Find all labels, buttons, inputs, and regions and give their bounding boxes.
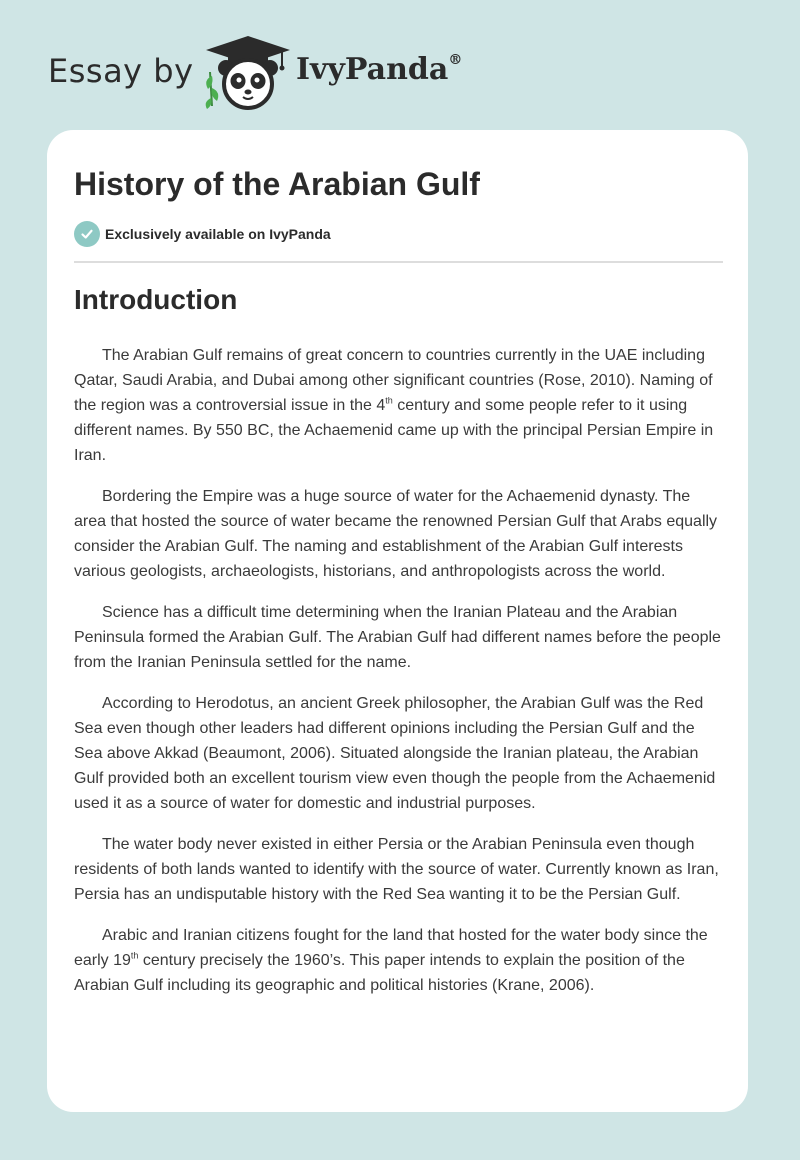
paragraph: Science has a difficult time determining when the Iranian Plateau and the Arabian Peninsula formed the Arabian Gulf. The Arabian Gulf had different names before the people from the Iranian Peninsula settled for the name. <box>74 604 721 671</box>
essay-body <box>74 343 726 1014</box>
check-icon <box>74 221 100 247</box>
essay-title: History of the Arabian Gulf <box>74 166 480 202</box>
ivypanda-logo-icon[interactable] <box>202 34 294 110</box>
divider <box>74 261 723 263</box>
registered-mark: ® <box>448 52 463 68</box>
paragraph: According to Herodotus, an ancient Greek philosopher, the Arabian Gulf was the Red Sea even though other leaders had different opinions including the Persian Gulf and the Sea above Akkad (Beaumont, 2006). Situated alongside the Iranian plateau, the Arabian Gulf provided both an excellent tourism view even though the people from the Achaemenid used it as a source of water for domestic and industrial purposes. <box>74 695 716 812</box>
paragraph: The water body never existed in either Persia or the Arabian Peninsula even though residents of both lands wanted to identify with the source of water. Currently known as Iran, Persia has an undisputable history with the Red Sea wanting it to be the Persian Gulf. <box>74 836 719 903</box>
exclusive-badge <box>74 221 331 247</box>
paragraph: The Arabian Gulf remains of great concern to countries currently in the UAE including Qatar, Saudi Arabia, and Dubai among other significant countries (Rose, 2010). Naming of the region was a controversial issue in the 4th century and some people refer to it using different names. By 550 BC, the Achaemenid came up with the principal Persian Empire in Iran. <box>74 347 714 464</box>
site-header <box>48 34 478 110</box>
brand-prefix: Essay by <box>48 52 194 90</box>
essay-card <box>47 130 748 1112</box>
exclusive-label: Exclusively available on IvyPanda <box>105 226 331 242</box>
brand-name: IvyPanda® <box>296 52 463 87</box>
section-heading: Introduction <box>74 284 238 315</box>
paragraph: Arabic and Iranian citizens fought for the land that hosted for the water body since the early 19th century precisely the 1960’s. This paper intends to explain the position of the Arabian Gulf including its geographic and political histories (Krane, 2006). <box>74 927 708 994</box>
paragraph: Bordering the Empire was a huge source of water for the Achaemenid dynasty. The area that hosted the source of water became the renowned Persian Gulf that Arabs equally consider the Arabian Gulf. The naming and establishment of the Arabian Gulf interests various geologists, archaeologists, historians, and anthropologists across the world. <box>74 488 718 580</box>
